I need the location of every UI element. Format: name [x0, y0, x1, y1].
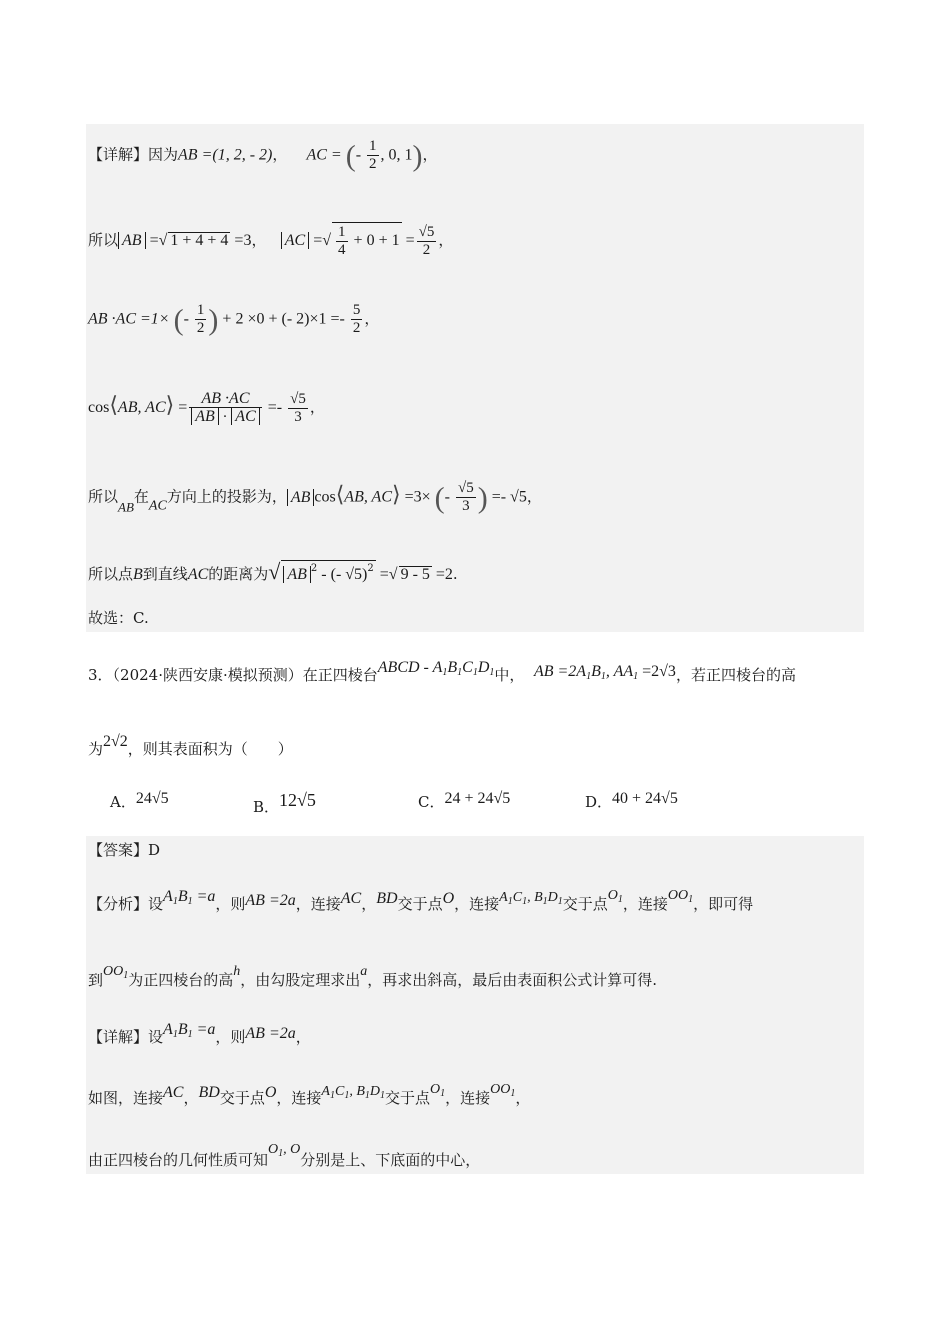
math: cos [88, 399, 110, 416]
norm-ac: AC [231, 408, 259, 425]
math: OO [667, 888, 689, 903]
math: BD [198, 1084, 220, 1101]
text: ， [251, 231, 267, 249]
detail-block-1-bg [86, 124, 864, 632]
fraction [189, 390, 262, 426]
math: , 0, 1 [380, 146, 413, 164]
answer-label: 【答案】 [88, 841, 149, 859]
math: B [177, 888, 188, 905]
math: A [321, 1084, 330, 1099]
norm-ab: AB [287, 489, 315, 506]
math: O [607, 888, 618, 903]
text: 所以 [88, 487, 119, 506]
frac-den: 4 [338, 241, 346, 258]
analysis-line2: 到$OO_1$为正四棱台的高h，由勾股定理求出a，再求出斜高，最后由表面积公式计算可得. [88, 964, 658, 989]
math: =2 [431, 566, 453, 583]
math: AC [148, 498, 167, 514]
math: AB =2A [533, 663, 587, 680]
text: ，连接 [454, 895, 500, 913]
option-label: A． [110, 793, 136, 811]
norm-ab: AB [191, 408, 219, 425]
text: 交于点 [219, 1089, 265, 1107]
frac-num: AB ·AC [189, 390, 262, 408]
text: 在 [133, 487, 149, 506]
option-d[interactable] [585, 790, 678, 812]
question-source: （2024·陕西安康·模拟预测） [112, 666, 303, 684]
detail1-line5: 所以AB在AC方向上的投影为， AB cos⟨AB, AC⟩ =3× (- $\frac{√5}{3}$ ) =- √5， [88, 480, 542, 515]
detail-label: 【详解】 [88, 1028, 149, 1046]
text: 如图，连接 [88, 1089, 164, 1107]
text: 设 [148, 1028, 164, 1046]
text: . [452, 565, 458, 583]
text: 故选：C. [88, 609, 149, 627]
fraction [456, 480, 476, 515]
math: D [477, 659, 490, 676]
text: ， [526, 487, 542, 506]
answer-line [88, 840, 160, 860]
text: ， [361, 895, 377, 913]
text: 到 [88, 971, 104, 989]
question3-line2 [88, 732, 293, 759]
math: , AA [605, 663, 634, 680]
norm-ab: AB [283, 566, 311, 583]
text: 交于点 [397, 895, 443, 913]
frac-den: 3 [294, 408, 302, 425]
text: 因为 [148, 145, 179, 164]
text: 中， [494, 666, 525, 684]
text: ，若正四棱台的高 [675, 666, 796, 684]
math: cos [314, 488, 336, 506]
math: =- √5 [487, 488, 527, 506]
text: ， [438, 231, 454, 249]
math: B [591, 663, 601, 680]
math: B [133, 566, 143, 583]
answer-value: D [148, 841, 161, 859]
math: =- [263, 399, 287, 416]
math: a [360, 964, 368, 979]
fraction [195, 302, 207, 337]
math: AB =2a [245, 892, 296, 909]
math: AB, AC [344, 488, 392, 506]
math: = [174, 399, 188, 416]
paren: ( [434, 481, 445, 515]
frac-num: 5 [352, 302, 361, 318]
math: = [375, 566, 389, 583]
option-b[interactable] [253, 790, 316, 817]
text: ，连接 [295, 895, 341, 913]
text: 所以 [88, 231, 119, 249]
text: ，由勾股定理求出 [240, 971, 361, 989]
math: , B [349, 1084, 365, 1099]
sqrt: 9 - 5 [400, 566, 430, 583]
text: 的距离为 [208, 565, 269, 583]
math: O [268, 1142, 279, 1157]
math: O [430, 1082, 441, 1097]
math: AC [187, 566, 209, 583]
option-label: D． [585, 793, 613, 811]
math: OO [103, 964, 124, 979]
vector-ac: AC = [306, 146, 346, 164]
analysis-line1: 【分析】设$A_1B_1 =a$，则AB =2a，连接AC，BD交于点O，连接$A_1C_1$, $B_1D_1$交于点$O_1$，连接$OO_1$，即可得 [88, 888, 754, 913]
option-value: 12√5 [279, 790, 316, 810]
detail2-line1: 【详解】设$A_1B_1 =a$，则AB =2a， [88, 1021, 311, 1046]
option-label: B． [253, 798, 280, 816]
fraction [336, 224, 348, 259]
frac-den: 2 [352, 320, 361, 336]
detail1-line6: 所以点B到直线AC的距离为√ AB $^2$ - (- √5)$^2$ =√ 9 - 5 =2. [88, 559, 458, 584]
option-label: C． [418, 793, 445, 811]
math: = [401, 232, 415, 249]
fraction [351, 302, 363, 337]
text: ，即可得 [693, 895, 754, 913]
frac-num: √5 [418, 223, 435, 240]
frac-num: 1 [338, 223, 346, 240]
math: AB =2a [245, 1025, 296, 1042]
text: 由正四棱台的几何性质可知 [88, 1151, 269, 1169]
fraction [417, 224, 437, 259]
detail1-line1 [88, 138, 438, 173]
text: ，则 [215, 895, 246, 913]
math: - [183, 310, 193, 328]
paren: ) [477, 481, 488, 515]
sqrt: 1 + 4 + 4 [170, 232, 229, 249]
text: 到直线 [142, 565, 188, 583]
math: AC [163, 1084, 184, 1101]
math: AB ·AC =1× [88, 310, 174, 328]
option-value: 40 + 24√5 [612, 790, 678, 807]
frac-num: √5 [290, 390, 306, 407]
math: - [444, 488, 454, 506]
text: 为正四棱台的高 [128, 971, 234, 989]
vector-ab: AB =(1, 2, - 2) [178, 146, 273, 164]
math: , B [527, 890, 543, 905]
frac-num: √5 [457, 480, 474, 496]
math: =a [192, 1021, 216, 1038]
math: C [462, 659, 473, 676]
paren: ) [208, 303, 219, 337]
text: 交于点 [385, 1089, 431, 1107]
math: - [355, 146, 366, 164]
math: A [163, 1021, 173, 1038]
text: ， [272, 145, 288, 164]
text: 交于点 [562, 895, 608, 913]
text: ， [309, 398, 325, 416]
math: O [442, 890, 455, 907]
math: =a [192, 888, 216, 905]
detail1-line4: cos⟨AB, AC⟩ = $\frac{AB \cdot AC}{AB \cdot AC}$ =- $\frac{√5}{3}$ ， [88, 390, 325, 425]
math: BD [376, 890, 398, 907]
text: ，连接 [622, 895, 668, 913]
text: 设 [148, 895, 164, 913]
detail1-conclusion [88, 608, 149, 628]
text: ， [295, 1028, 311, 1046]
math: AB [118, 499, 134, 515]
math: OO [490, 1082, 511, 1097]
text: 分别是上、下底面的中心， [300, 1151, 481, 1169]
math: B [177, 1021, 188, 1038]
text: ， [422, 145, 438, 164]
text: ， [515, 1089, 531, 1107]
frac-den: 2 [196, 320, 205, 336]
detail2-line2: 如图，连接AC，BD交于点O，连接$A_1C_1$, $B_1D_1$交于点$O_1$，连接$OO_1$， [88, 1082, 531, 1107]
math: A [163, 888, 173, 905]
sqrt [332, 222, 402, 259]
norm-ac: AC [281, 232, 309, 249]
text: ， [183, 1089, 199, 1107]
frac-num: 1 [369, 138, 377, 154]
sqrt: AB $^2$ - (- √5)$^2$ [281, 560, 375, 583]
norm-ab: AB [118, 232, 146, 249]
math: A [499, 890, 508, 905]
math: C [512, 890, 523, 905]
text: 所以点 [88, 565, 134, 583]
math: AB, AC [117, 399, 166, 416]
option-a[interactable] [110, 790, 169, 812]
math: AC [340, 890, 362, 907]
text: 在正四棱台 [302, 666, 378, 684]
math: h [233, 964, 241, 979]
math: + 2 ×0 + (- 2)×1 =- [218, 310, 349, 328]
text: ，则其表面积为（ ） [127, 740, 293, 758]
math: =3× [400, 488, 435, 506]
question3-line1: 3．（2024·陕西安康·模拟预测）在正四棱台ABCD - $A_1B_1C_1D_1$中， AB $=2A_1B_1$, $AA_1 =2√3$，若正四棱台的高 [88, 659, 796, 684]
math: = [145, 232, 159, 249]
paren: ( [173, 303, 184, 337]
math: - (- √5) [317, 566, 368, 583]
frac-den: 2 [369, 156, 377, 172]
text: 为 [88, 740, 104, 758]
detail1-line3 [88, 302, 379, 337]
paren: ) [412, 139, 423, 173]
math: =3 [230, 232, 252, 249]
option-value: 24 + 24√5 [444, 790, 511, 807]
detail2-line3: 由正四棱台的几何性质可知$O_1$, O分别是上、下底面的中心， [88, 1142, 481, 1169]
option-c[interactable] [418, 790, 510, 812]
frac-num: 1 [196, 302, 205, 318]
option-value: 24√5 [135, 790, 169, 807]
text: ，则 [215, 1028, 246, 1046]
frac-den: 3 [462, 498, 470, 514]
math: D [547, 890, 558, 905]
math: C [334, 1084, 345, 1099]
math: D [369, 1084, 380, 1099]
text: 方向上的投影为， [166, 487, 287, 506]
math: O [264, 1084, 277, 1101]
frac-den: 2 [422, 241, 431, 258]
math: + 0 + 1 [349, 232, 400, 249]
math: = [309, 232, 323, 249]
math: =2√3 [638, 663, 676, 680]
detail-label: 【详解】 [88, 145, 149, 164]
fraction [288, 391, 308, 426]
text: ，连接 [276, 1089, 322, 1107]
question-number: 3． [88, 666, 113, 684]
paren: ( [345, 139, 356, 173]
text: ， [364, 309, 380, 328]
analysis-label: 【分析】 [88, 895, 149, 913]
math: , O [283, 1142, 301, 1157]
fraction [367, 138, 379, 173]
frac-den: AB · AC [189, 408, 262, 426]
text: ，再求出斜高，最后由表面积公式计算可得. [367, 971, 658, 989]
detail1-line2: 所以 AB =√ 1 + 4 + 4 =3， AC =√ $\frac{1}{4}$ + 0 + 1 = $\frac{√5}{2}$ ， [88, 223, 454, 258]
math: B [447, 659, 458, 676]
math: ABCD - A [377, 659, 443, 676]
math: 2√2 [103, 733, 128, 750]
text: ，连接 [445, 1089, 491, 1107]
